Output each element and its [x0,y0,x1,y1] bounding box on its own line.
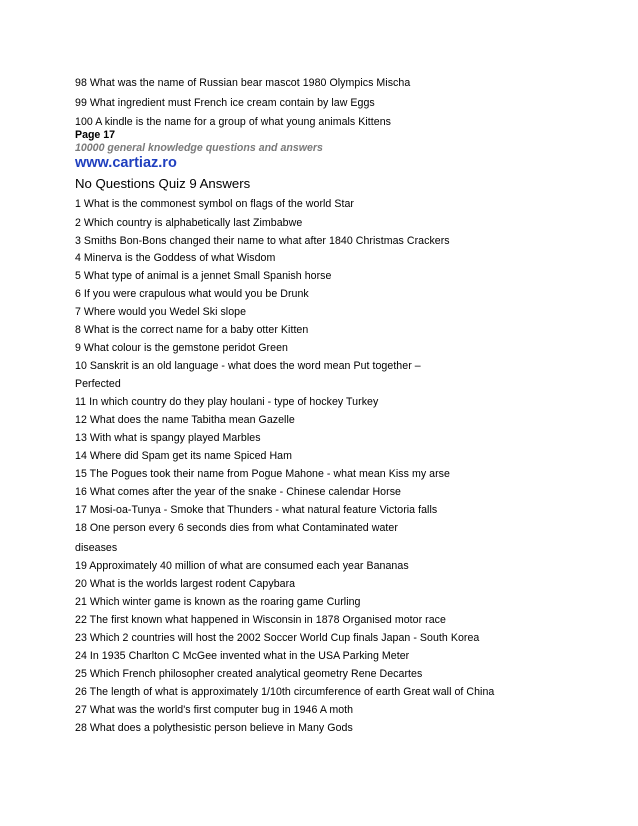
answer-line: 10 Sanskrit is an old language - what does the word mean Put together – [75,360,421,372]
answer-line: 2 Which country is alphabetically last Zimbabwe [75,217,303,229]
answer-line: 20 What is the worlds largest rodent Capybara [75,578,296,590]
page-number: Page 17 [75,129,116,141]
answer-line: 27 What was the world's first computer bug in 1946 A moth [75,704,354,716]
answer-line: 24 In 1935 Charlton C McGee invented what in the USA Parking Meter [75,650,410,662]
answer-line: 4 Minerva is the Goddess of what Wisdom [75,252,276,264]
answer-line: 16 What comes after the year of the snake - Chinese calendar Horse [75,486,401,498]
answer-line: 15 The Pogues took their name from Pogue Mahone - what mean Kiss my arse [75,468,450,480]
answer-line: 26 The length of what is approximately 1/10th circumference of earth Great wall of China [75,686,495,698]
answer-line: 6 If you were crapulous what would you be Drunk [75,288,309,300]
site-url: www.cartiaz.ro [75,155,177,171]
answer-line: 23 Which 2 countries will host the 2002 Soccer World Cup finals Japan - South Korea [75,632,480,644]
answer-line: 28 What does a polythesistic person believe in Many Gods [75,722,353,734]
answer-line: 22 The first known what happened in Wisconsin in 1878 Organised motor race [75,614,446,626]
answer-line: 18 One person every 6 seconds dies from what Contaminated water [75,522,398,534]
answer-line-continued: Perfected [75,378,121,390]
answer-line: 21 Which winter game is known as the roaring game Curling [75,596,361,608]
document-subtitle: 10000 general knowledge questions and answers [75,142,323,154]
answer-line: 9 What colour is the gemstone peridot Green [75,342,288,354]
answer-line: 5 What type of animal is a jennet Small Spanish horse [75,270,332,282]
answer-line: 3 Smiths Bon-Bons changed their name to what after 1840 Christmas Crackers [75,235,450,247]
question-line-99: 99 What ingredient must French ice cream contain by law Eggs [75,97,375,109]
answer-line: 12 What does the name Tabitha mean Gazelle [75,414,295,426]
question-line-98: 98 What was the name of Russian bear mascot 1980 Olympics Mischa [75,77,411,89]
question-line-100: 100 A kindle is the name for a group of what young animals Kittens [75,116,392,128]
answer-line: 11 In which country do they play houlani - type of hockey Turkey [75,396,379,408]
answer-line: 17 Mosi-oa-Tunya - Smoke that Thunders - what natural feature Victoria falls [75,504,438,516]
answer-line: 19 Approximately 40 million of what are consumed each year Bananas [75,560,409,572]
answer-line: 14 Where did Spam get its name Spiced Ham [75,450,292,462]
answer-line: 1 What is the commonest symbol on flags of the world Star [75,198,354,210]
answer-line: 8 What is the correct name for a baby otter Kitten [75,324,309,336]
answer-line-continued: diseases [75,542,118,554]
answer-line: 7 Where would you Wedel Ski slope [75,306,247,318]
answer-line: 25 Which French philosopher created analytical geometry Rene Decartes [75,668,423,680]
quiz-heading: No Questions Quiz 9 Answers [75,176,251,191]
answer-line: 13 With what is spangy played Marbles [75,432,261,444]
